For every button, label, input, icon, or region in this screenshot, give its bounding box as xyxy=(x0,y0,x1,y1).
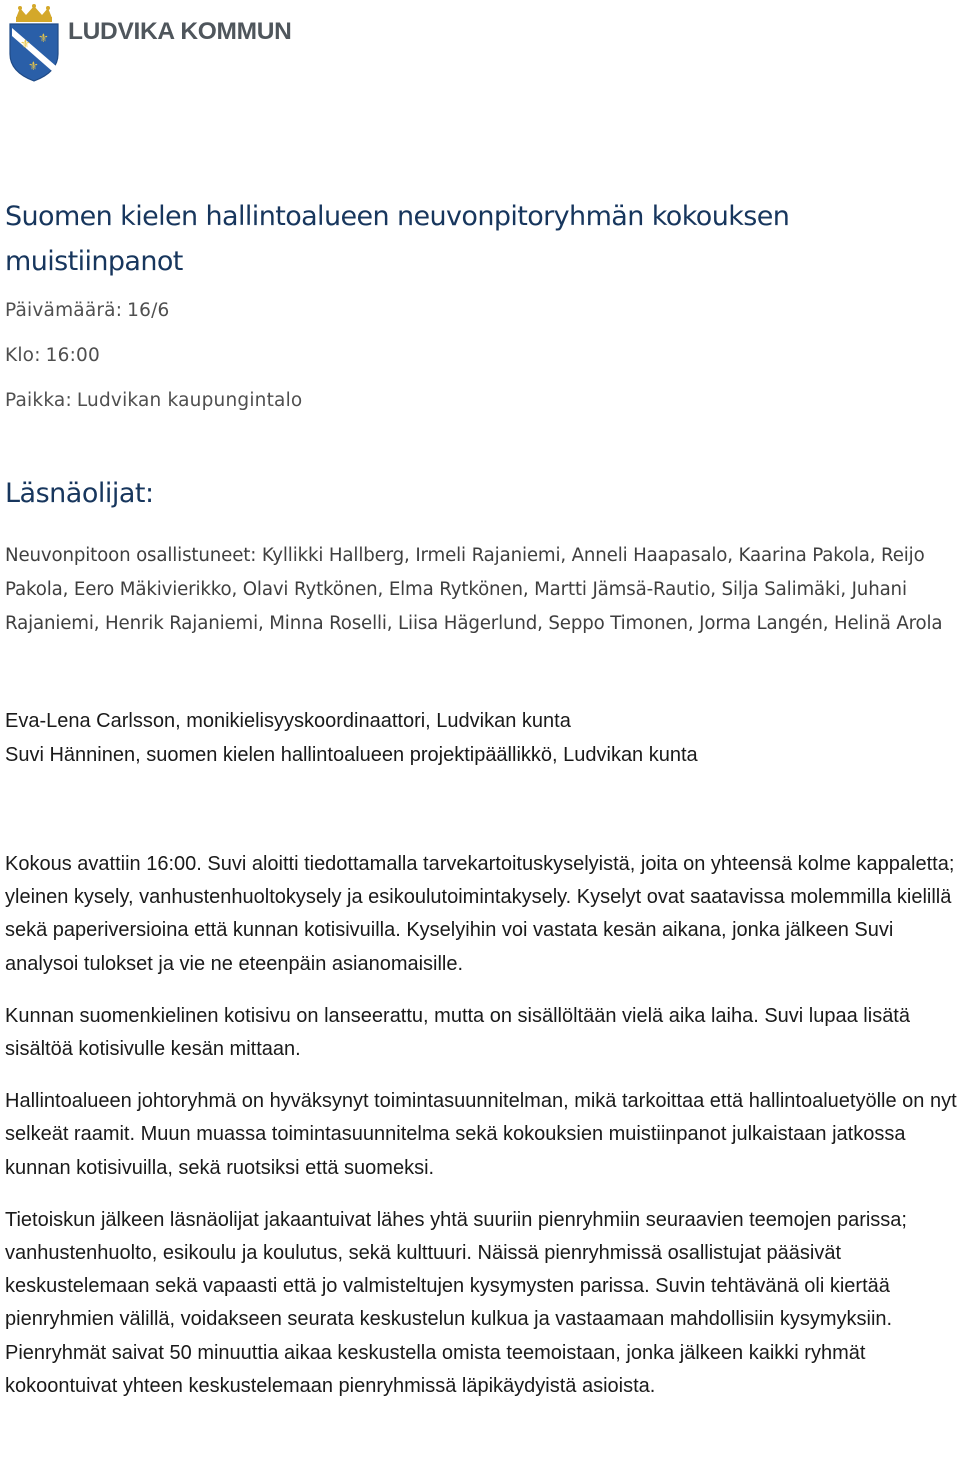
meta-place-label: Paikka: xyxy=(5,390,72,411)
meta-date-value: 16/6 xyxy=(127,300,170,321)
svg-text:⚜: ⚜ xyxy=(38,31,49,45)
paragraph-groups: Tietoiskun jälkeen läsnäolijat jakaantuivat lähes yhtä suuriin pienryhmiin seuraavien teemojen parissa; vanhustenhuolto, esikoulu ja koulutus, sekä kulttuuri. Näissä pienryhmissä osallistujat pääsivät keskustelemaan sekä vapaasti että jo valmisteltujen kysymysten parissa. Suvin tehtävänä oli kiertää pienryhmien välillä, voidakseen seurata keskustelun kulkua ja vastaamaan mahdollisiin kysymyksiin. Pienryhmät saivat 50 minuuttia aikaa keskustella omista teemoistaan, jonka jälkeen kaikki ryhmät kokoontuivat yhteen keskustelemaan pienryhmissä läpikäydyistä asioista. xyxy=(5,1208,907,1397)
municipal-crest-icon xyxy=(6,4,62,82)
staff-list xyxy=(5,704,698,772)
svg-text:⚜: ⚜ xyxy=(20,37,31,51)
meta-place-value: Ludvikan kaupungintalo xyxy=(76,390,303,411)
meta-time-label: Klo: xyxy=(5,345,41,366)
logo-text: LUDVIKA KOMMUN xyxy=(68,18,292,45)
meta-date-label: Päivämäärä: xyxy=(5,300,123,321)
meta-place xyxy=(5,390,302,411)
attendees-list: Neuvonpitoon osallistuneet: Kyllikki Hallberg, Irmeli Rajaniemi, Anneli Haapasalo, Kaarina Pakola, Reijo Pakola, Eero Mäkivierikko, Olavi Rytkönen, Elma Rytkönen, Martti Jämsä-Rautio, Silja Salimäki, Juhani Rajaniemi, Henrik Rajaniemi, Minna Roselli, Liisa Hägerlund, Seppo Timonen, Jorma Langén, Helinä Arola xyxy=(5,545,943,634)
meta-time-value: 16:00 xyxy=(45,345,100,366)
document-title: Suomen kielen hallintoalueen neuvonpitoryhmän kokouksen muistiinpanot xyxy=(5,201,790,277)
attendees-heading: Läsnäolijat: xyxy=(5,478,154,509)
ludvika-kommun-logo xyxy=(6,4,292,82)
staff-item: Suvi Hänninen, suomen kielen hallintoalueen projektipäällikkö, Ludvikan kunta xyxy=(5,744,698,766)
meta-date xyxy=(5,300,170,321)
meta-time xyxy=(5,345,100,366)
svg-text:⚜: ⚜ xyxy=(28,59,39,73)
paragraph-opening: Kokous avattiin 16:00. Suvi aloitti tiedottamalla tarvekartoituskyselyistä, joita on yhteensä kolme kappaletta; yleinen kysely, vanhustenhuoltokysely ja esikoulutoimintakysely. Kyselyt ovat saatavissa molemmilla kielillä sekä paperiversioina että kunnan kotisivuilla. Kyselyihin voi vastata kesän aikana, jonka jälkeen Suvi analysoi tulokset ja vie ne eteenpäin asianomaisille. xyxy=(5,853,955,975)
paragraph-website: Kunnan suomenkielinen kotisivu on lanseerattu, mutta on sisällöltään vielä aika laiha. Suvi lupaa lisätä sisältöä kotisivulle kesän mittaan. xyxy=(5,1004,910,1061)
staff-item: Eva-Lena Carlsson, monikielisyyskoordinaattori, Ludvikan kunta xyxy=(5,710,571,732)
minutes-body xyxy=(5,848,958,1422)
paragraph-action-plan: Hallintoalueen johtoryhmä on hyväksynyt toimintasuunnitelman, mikä tarkoittaa että hallintoaluetyölle on nyt selkeät raamit. Muun muassa toimintasuunnitelma sekä kokouksien muistiinpanot julkaistaan jatkossa kunnan kotisivuilla, sekä ruotsiksi että suomeksi. xyxy=(5,1090,957,1179)
